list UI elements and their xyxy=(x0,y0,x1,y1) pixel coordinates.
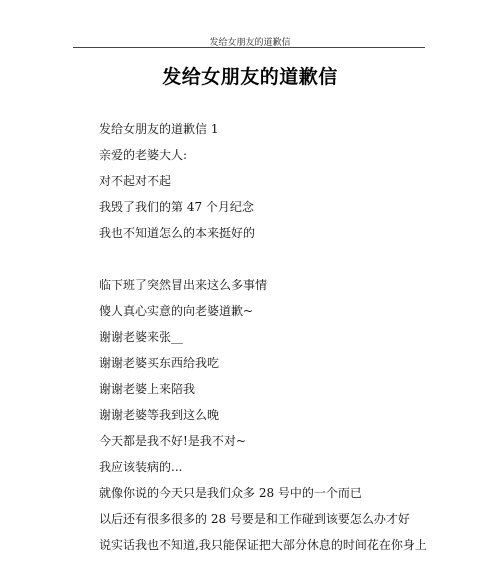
letter-line: 说实话我也不知道,我只能保证把大部分休息的时间花在你身上 xyxy=(99,538,427,552)
letter-line: 今天都是我不好!是我不对~ xyxy=(99,434,246,448)
letter-line: 发给女朋友的道歉信 1 xyxy=(99,122,219,136)
letter-line: 傻人真心实意的向老婆道歉~ xyxy=(99,304,254,318)
letter-line: 谢谢老婆上来陪我 xyxy=(99,382,196,396)
letter-line: 我毁了我们的第 47 个月纪念 xyxy=(99,200,254,214)
letter-line: 谢谢老婆等我到这么晚 xyxy=(99,408,220,422)
letter-line: 临下班了突然冒出来这么多事情 xyxy=(99,278,268,292)
letter-line: 亲爱的老婆大人: xyxy=(99,148,188,162)
letter-line: 谢谢老婆来张__ xyxy=(99,330,184,344)
letter-line: 就像你说的今天只是我们众多 28 号中的一个而已 xyxy=(99,486,362,500)
letter-line: 我也不知道怎么的本来挺好的 xyxy=(99,226,256,240)
letter-line: 谢谢老婆买东西给我吃 xyxy=(99,356,220,370)
running-header: 发给女朋友的道歉信 xyxy=(209,38,291,48)
page-title: 发给女朋友的道歉信 xyxy=(162,66,338,88)
letter-line: 对不起对不起 xyxy=(99,174,172,188)
letter-line: 以后还有很多很多的 28 号要是和工作碰到该要怎么办才好 xyxy=(99,512,410,526)
letter-body xyxy=(99,116,459,558)
blank-line xyxy=(99,246,459,272)
letter-line: 我应该装病的... xyxy=(99,460,183,474)
header-divider xyxy=(73,47,425,48)
